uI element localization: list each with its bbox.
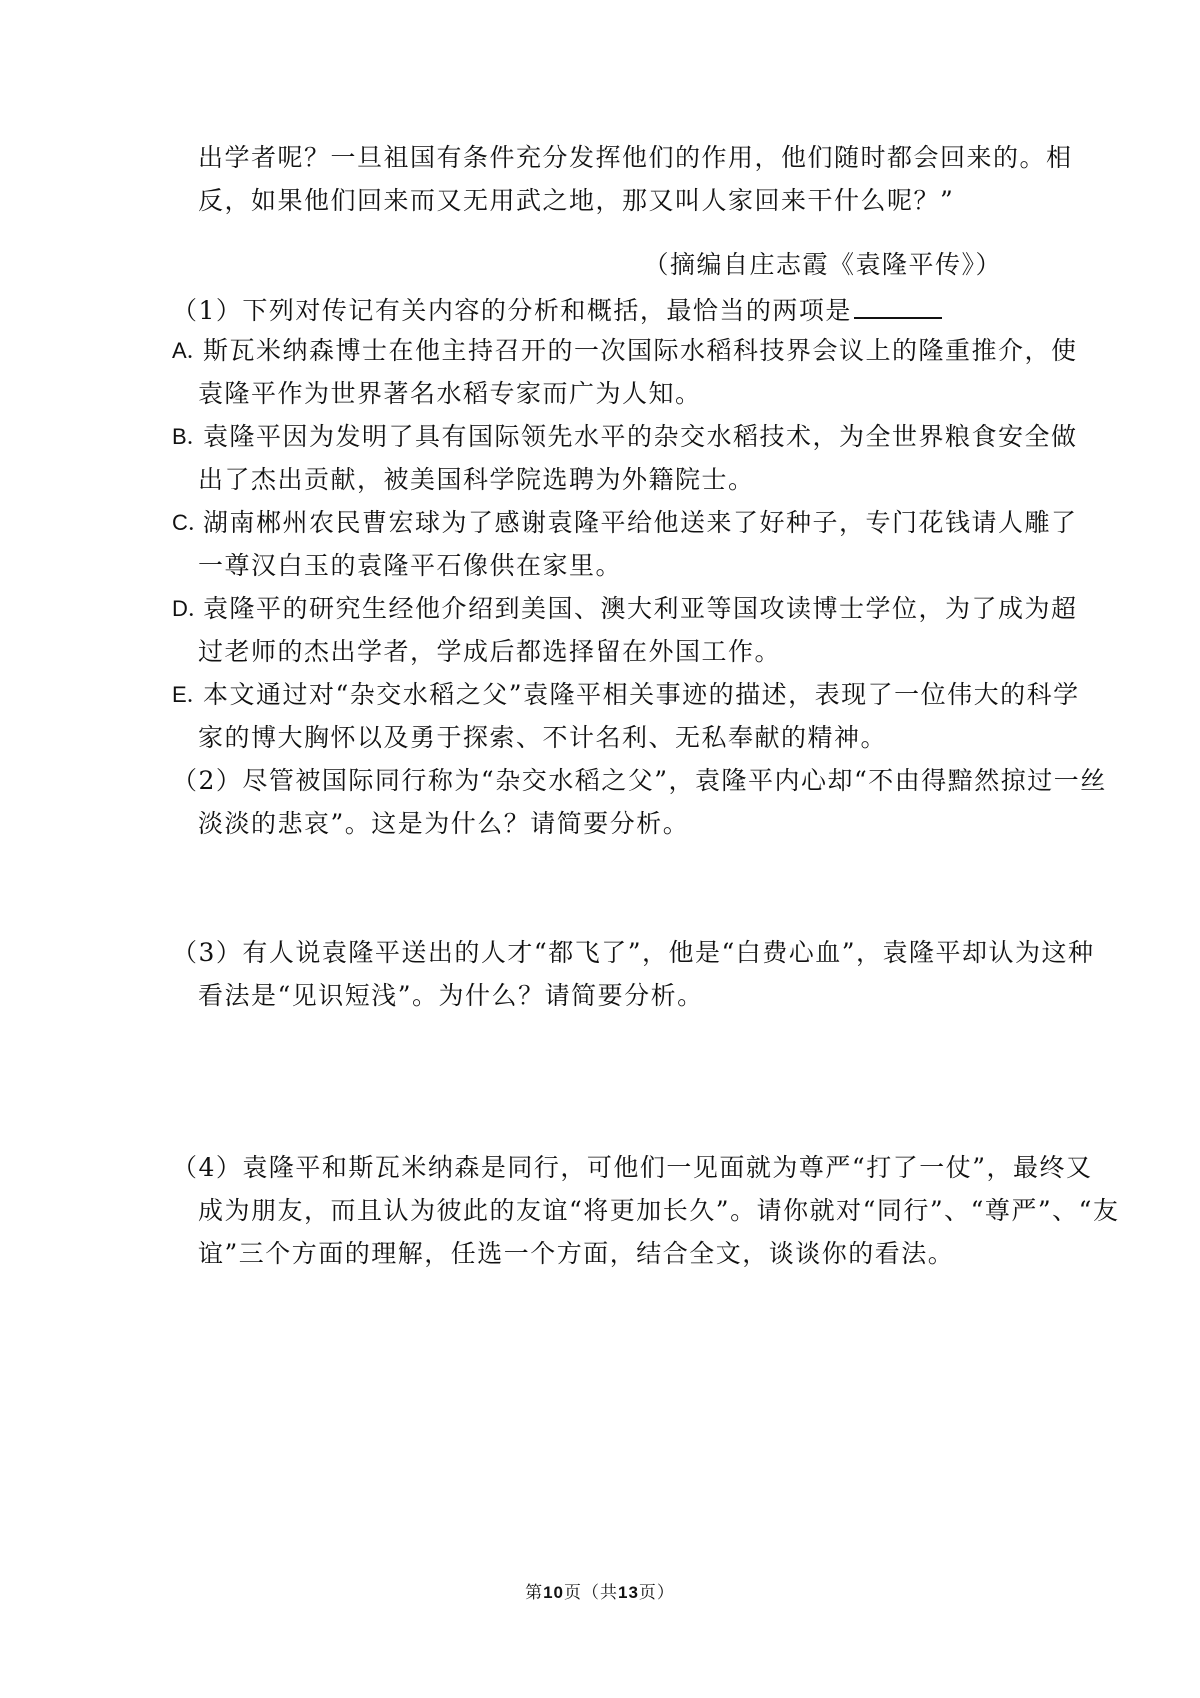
footer-suffix: 页） xyxy=(638,1583,675,1603)
option-c-line: 一尊汉白玉的袁隆平石像供在家里。 xyxy=(198,551,623,580)
question-3-line: （3）有人说袁隆平送出的人才“都飞了”，他是“白费心血”，袁隆平却认为这种 xyxy=(172,938,1095,967)
option-e-line: 家的博大胸怀以及勇于探索、不计名利、无私奉献的精神。 xyxy=(198,723,888,752)
option-e-line: 本文通过对“杂交水稻之父”袁隆平相关事迹的描述，表现了一位伟大的科学 xyxy=(203,680,1080,709)
option-letter: D． xyxy=(172,596,210,621)
question-3-line: 看法是“见识短浅”。为什么？请简要分析。 xyxy=(198,981,704,1010)
answer-blank xyxy=(854,291,942,319)
option-letter: B． xyxy=(172,424,209,449)
question-1-stem xyxy=(172,291,942,328)
question-4-line: 谊”三个方面的理解，任选一个方面，结合全文，谈谈你的看法。 xyxy=(198,1239,955,1268)
option-a-line: 袁隆平作为世界著名水稻专家而广为人知。 xyxy=(198,379,702,408)
passage-line: 出学者呢？一旦祖国有条件充分发挥他们的作用，他们随时都会回来的。相 xyxy=(198,143,1073,172)
question-4-line: （4）袁隆平和斯瓦米纳森是同行，可他们一见面就为尊严“打了一仗”，最终又 xyxy=(172,1153,1093,1182)
question-2-line: （2）尽管被国际同行称为“杂交水稻之父”，袁隆平内心却“不由得黯然掠过一丝 xyxy=(172,766,1107,795)
option-b-line: 出了杰出贡献，被美国科学院选聘为外籍院士。 xyxy=(198,465,755,494)
option-d-line: 袁隆平的研究生经他介绍到美国、澳大利亚等国攻读博士学位，为了成为超 xyxy=(203,594,1078,623)
question-2-line: 淡淡的悲哀”。这是为什么？请简要分析。 xyxy=(198,809,690,838)
total-page-number: 13 xyxy=(618,1583,639,1602)
page-footer xyxy=(0,1581,1200,1605)
option-b-line: 袁隆平因为发明了具有国际领先水平的杂交水稻技术，为全世界粮食安全做 xyxy=(203,422,1078,451)
option-letter: C． xyxy=(172,510,210,535)
footer-middle: 页（共 xyxy=(564,1583,618,1603)
current-page-number: 10 xyxy=(543,1583,564,1602)
question-4-line: 成为朋友，而且认为彼此的友谊“将更加长久”。请你就对“同行”、“尊严”、“友 xyxy=(198,1196,1120,1225)
footer-prefix: 第 xyxy=(525,1583,544,1603)
option-letter: E． xyxy=(172,682,209,707)
option-d-line: 过老师的杰出学者，学成后都选择留在外国工作。 xyxy=(198,637,782,666)
question-1-text: （1）下列对传记有关内容的分析和概括，最恰当的两项是 xyxy=(172,296,852,325)
option-c-line: 湖南郴州农民曹宏球为了感谢袁隆平给他送来了好种子，专门花钱请人雕了 xyxy=(203,508,1078,537)
option-letter: A． xyxy=(172,338,209,363)
option-a-line: 斯瓦米纳森博士在他主持召开的一次国际水稻科技界会议上的隆重推介，使 xyxy=(203,336,1078,365)
passage-line: 反，如果他们回来而又无用武之地，那又叫人家回来干什么呢？” xyxy=(198,186,955,215)
source-credit: （摘编自庄志霞《袁隆平传》） xyxy=(643,250,1002,279)
